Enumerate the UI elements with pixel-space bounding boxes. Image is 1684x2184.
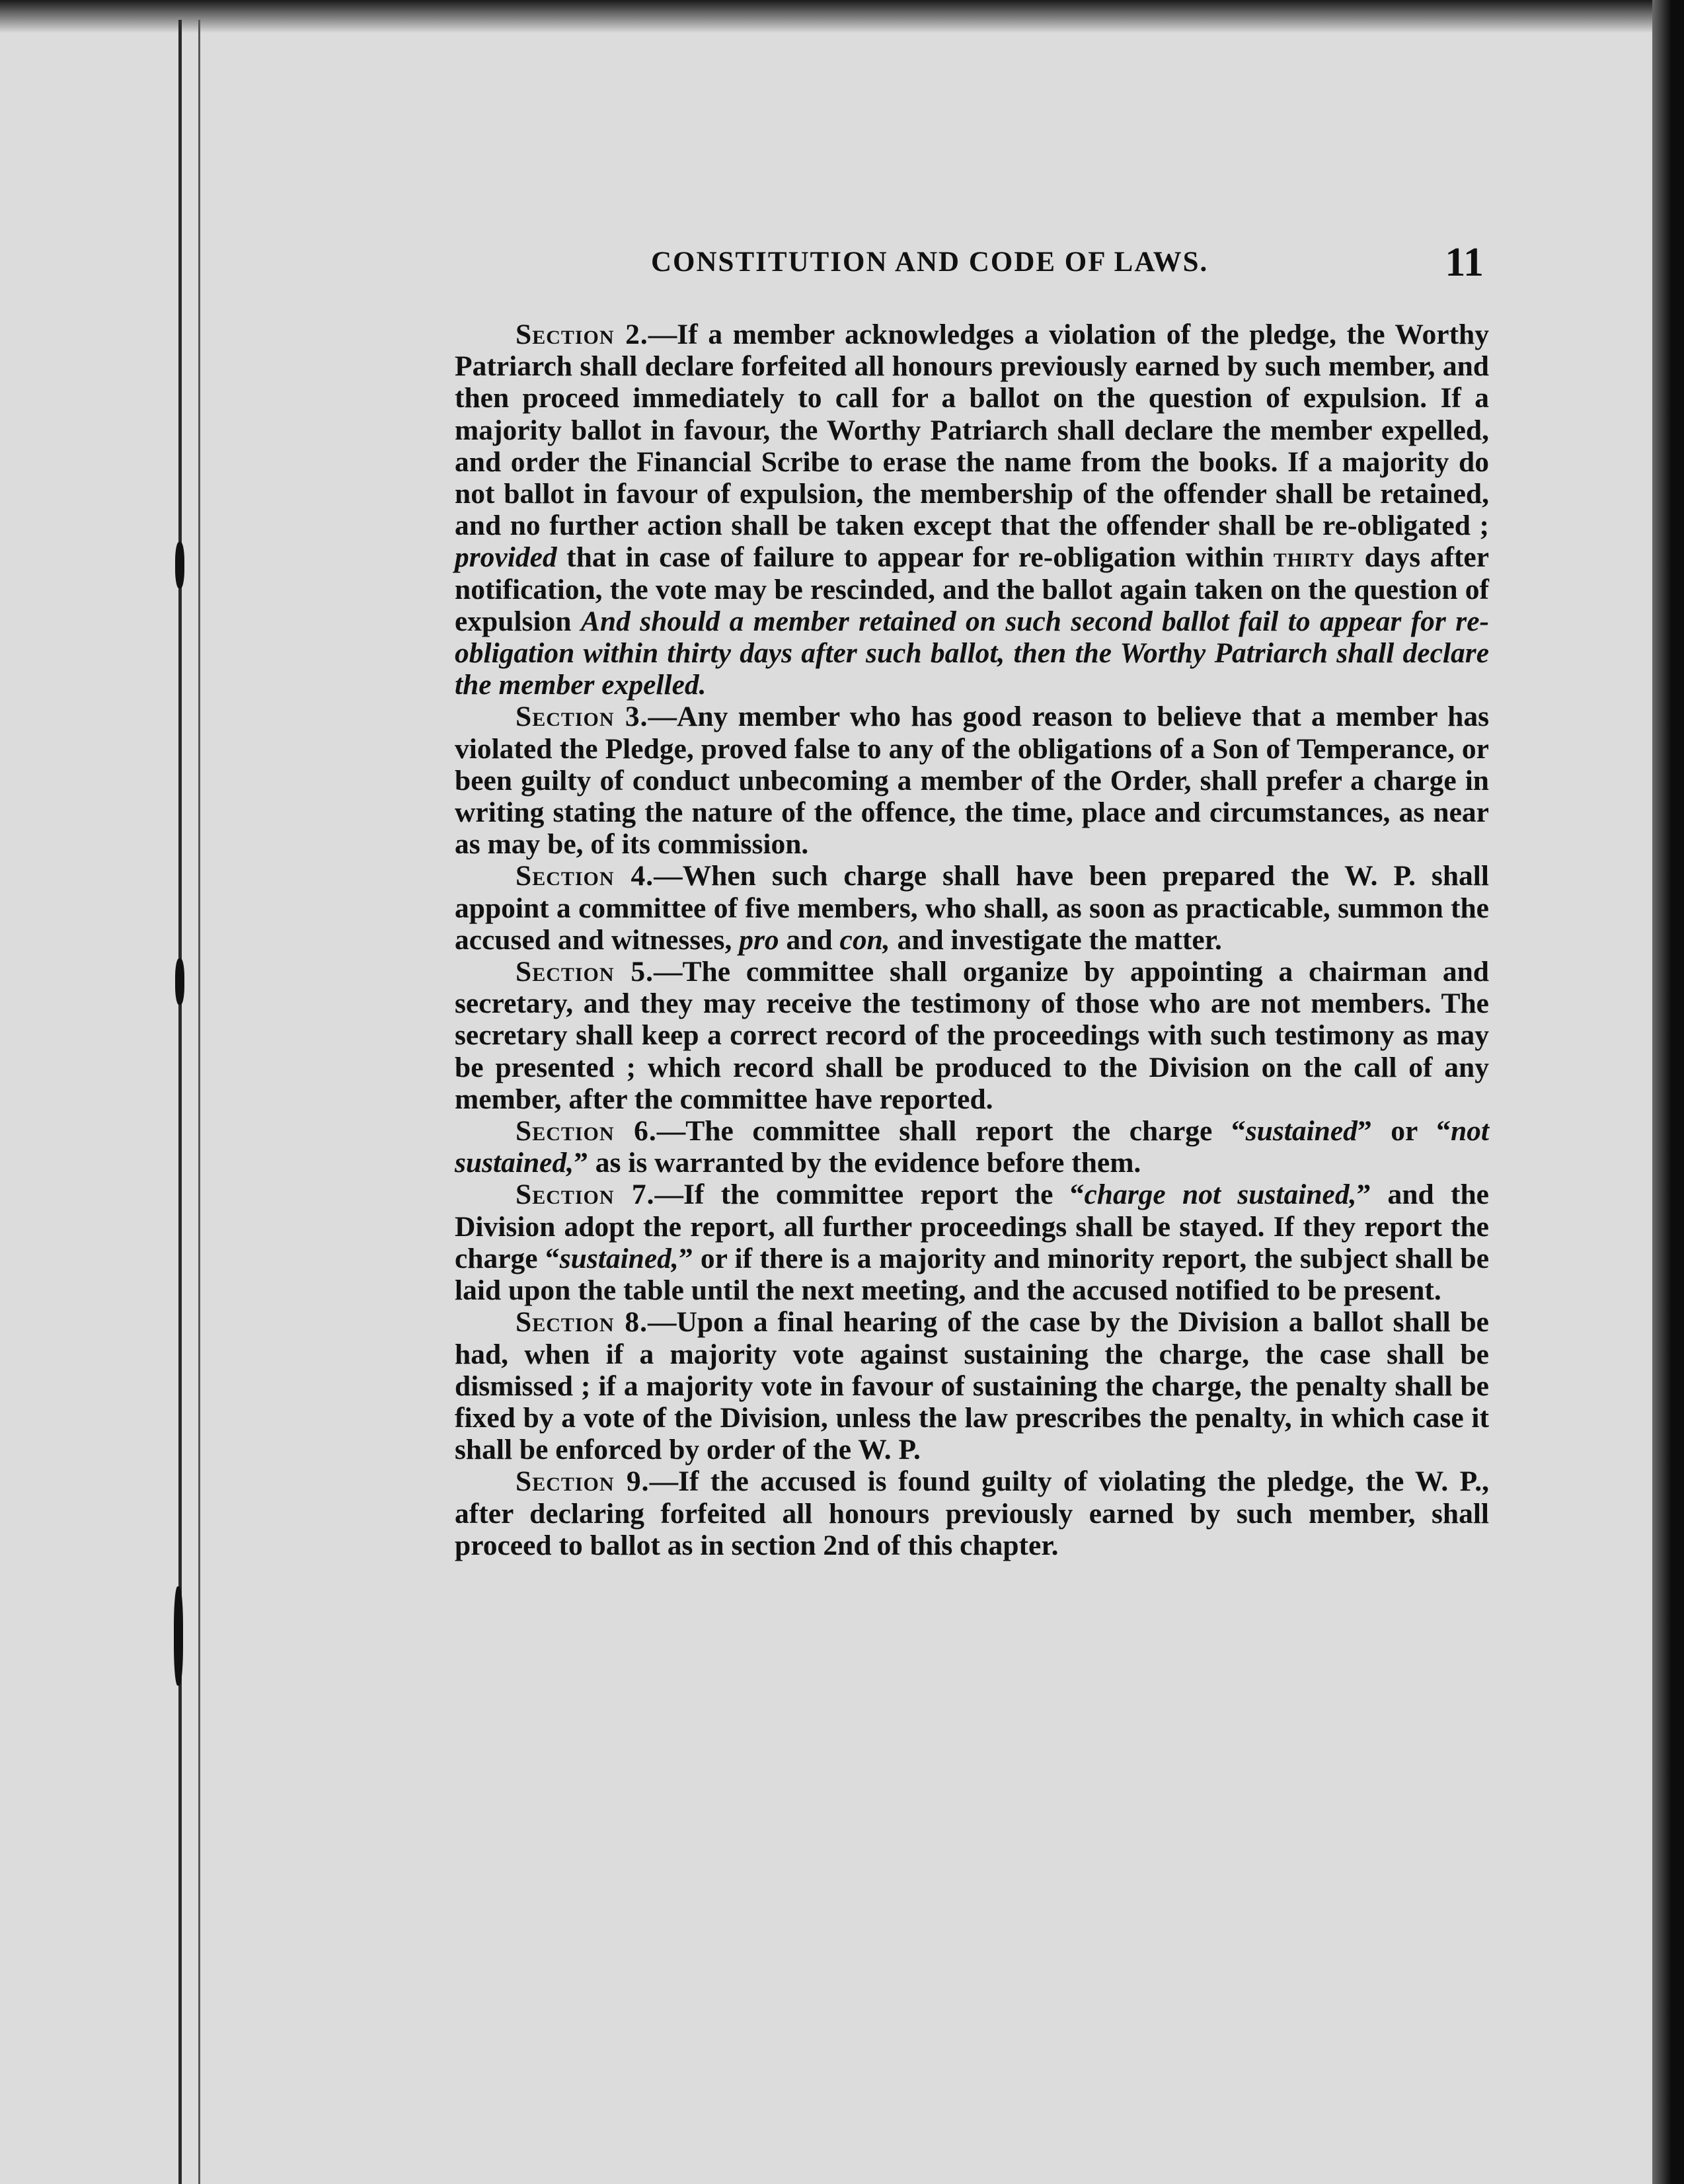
section-9	[455, 1465, 1489, 1561]
section-text: —If the accused is found guilty of violating the pledge, the W. P., after declaring forfeited all honours previously earned by such member, shall proceed to ballot as in section 2nd of this chapter.	[455, 1465, 1489, 1561]
section-text: —Any member who has good reason to believe that a member has violated the Pledge, proved false to any of the obligations of a Son of Temperance, or been guilty of conduct unbecoming a member of the Order, shall prefer a charge in writing stating the nature of the offence, the time, place and circumstances, as near as may be, of its commission.	[455, 701, 1489, 861]
small-caps-text: thirty	[1273, 541, 1356, 574]
page-number: 11	[1445, 240, 1484, 285]
section-text: —If a member acknowledges a violation of the pledge, the Worthy Patriarch shall declare forfeited all honours previously earned by such member, and then proceed immediately to call for a ballot on the question of expulsion. If a majority ballot in favour, the Worthy Patriarch shall declare the member expelled, and order the Financial Scribe to erase the name from the books. If a majority do not ballot in favour of expulsion, the membership of the offender shall be retained, and no further action shall be taken except that the offender shall be re-obligated ;	[455, 319, 1489, 542]
section-text: —Upon a final hearing of the case by the Division a ballot shall be had, when if a majority vote against sustaining the charge, the case shall be dismissed ; if a majority vote in favour of sustaining the charge, the penalty shall be fixed by a vote of the Division, unless the law prescribes the penalty, in which case it shall be enforced by order of the W. P.	[455, 1306, 1489, 1466]
page-header	[651, 242, 1484, 288]
section-3	[455, 701, 1489, 860]
section-8	[455, 1306, 1489, 1465]
running-title: CONSTITUTION AND CODE OF LAWS.	[651, 247, 1209, 278]
binding-stitch	[175, 958, 184, 1005]
page-edge-shadow	[1652, 0, 1684, 2184]
section-label: Section 3.	[516, 701, 648, 733]
section-text: days after notification, the vote may be rescinded, and the ballot again taken on the question of expulsion	[455, 541, 1490, 637]
section-text: —When such charge shall have been prepared the W. P. shall appoint a committee of five members, who shall, as soon as practicable, summon the accused and witnesses,	[455, 860, 1489, 956]
section-text: —The committee shall organize by appointing a chairman and secretary, and they may receive the testimony of those who are not members. The secretary shall keep a correct record of the proceedings with such testimony as may be presented ; which record shall be produced to the Division on the call of any member, after the committee have reported.	[455, 956, 1489, 1115]
binding-stitch	[174, 1586, 183, 1686]
italic-text: con,	[839, 923, 890, 956]
section-text: —The committee shall report the charge “	[656, 1115, 1246, 1148]
italic-text: charge not sustained,	[1084, 1179, 1357, 1211]
body-text	[455, 319, 1489, 1561]
section-label: Section 4.	[516, 860, 654, 892]
italic-text: sustained	[1245, 1115, 1358, 1148]
section-label: Section 5.	[516, 956, 654, 988]
section-6	[455, 1115, 1489, 1179]
section-text: ” or “	[1357, 1115, 1451, 1148]
section-text: that in case of failure to appear for re-obligation within	[566, 541, 1264, 574]
italic-text: sustained,	[559, 1242, 679, 1274]
section-label: Section 9.	[516, 1465, 650, 1498]
section-7	[455, 1179, 1489, 1306]
section-2	[455, 319, 1489, 701]
section-5	[455, 956, 1489, 1115]
binding-line-inner	[198, 20, 200, 2184]
section-label: Section 7.	[516, 1179, 655, 1211]
italic-text: provided	[455, 541, 557, 574]
binding-line	[178, 20, 182, 2184]
section-label: Section 6.	[516, 1115, 657, 1148]
section-text: —If the committee report the “	[654, 1179, 1085, 1211]
italic-text: And should a member retained on such second ballot fail to appear for re-obligation within thirty days after such ballot, then the Worthy Patriarch shall declare the member expelled.	[455, 605, 1489, 701]
section-text: ” or if there is a majority and minority report, the subject shall be laid upon the table until the next meeting, and the accused notified to be present.	[455, 1242, 1489, 1307]
binding-stitch	[175, 542, 184, 588]
section-label: Section 2.	[516, 319, 648, 350]
section-4	[455, 860, 1489, 956]
italic-text: not sustained,	[455, 1115, 1489, 1179]
italic-text: pro	[739, 923, 779, 956]
section-text: ” and the Division adopt the report, all further proceedings shall be stayed. If they report the charge “	[455, 1179, 1489, 1274]
section-text: and investigate the matter.	[897, 923, 1222, 956]
section-text: and	[786, 923, 833, 956]
section-label: Section 8.	[516, 1306, 648, 1339]
section-text: ” as is warranted by the evidence before them.	[574, 1147, 1141, 1179]
page-top-shadow	[0, 0, 1652, 33]
